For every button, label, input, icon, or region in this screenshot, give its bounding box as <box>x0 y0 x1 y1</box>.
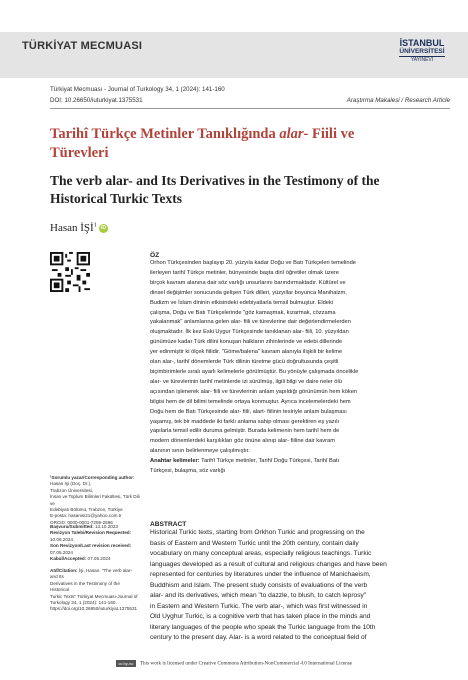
author-text: Hasan İŞİ <box>50 222 94 234</box>
logo-line2: ÜNİVERSİTESİ <box>399 48 445 55</box>
header-divider <box>50 108 450 109</box>
publisher-logo <box>393 38 451 76</box>
paragraph-line: oluşmaktadır. İlk kez Eski Uygur Türkçesinde tanıklanan alar- fiili, 10. yüzyıldan <box>150 329 349 336</box>
paragraph-line: modern dönemlerdeki karşılıkları göz önüne alınıp alar- fiiline dair kavram <box>150 438 335 445</box>
orcid-icon[interactable]: iD <box>101 225 106 231</box>
paragraph-line: represented for centuries by literatures under the influence of Manichaeism, <box>150 571 371 578</box>
citation-line: Türkiyat Mecmuası - Journal of Turkology 34, 1 (2024): 141-160 <box>50 86 225 93</box>
date-value: 07.05.2024 <box>50 549 73 555</box>
oz-body <box>150 259 450 457</box>
keywords-line: Tarihî Türkçe metinler, Tarihî Doğu Türkçesi, Tarihî Batı <box>201 458 340 465</box>
corr-line: İnsan ve Toplum Bilimleri Fakültesi, Türk Dili ve <box>50 494 140 506</box>
date-value: 07.05.2024 <box>87 556 111 562</box>
paragraph-line: Buddhism and Islam. The present study consists of evaluations of the verb <box>150 581 368 589</box>
corr-line: Edebiyatı Bölümü, Trabzon, Türkiye <box>50 507 123 513</box>
paragraph-line: yaşamış, tek bir maddede iki farklı anlama sahip olması gerektiren eş yazılı <box>150 418 340 425</box>
journal-name: TÜRKİYAT MECMUASI <box>22 40 143 52</box>
corr-email[interactable]: E-posta: hasanisi21@yahoo.com.tr <box>50 513 122 519</box>
paragraph-line: Budizm ve İslam dininin etkisindeki edebiyatlarla temsil bulmuştur. Eldeki <box>150 299 334 306</box>
license-text: This work is licensed under Creative Commons Attribution-NonCommercial 4.0 International License <box>139 660 353 667</box>
keywords-line: Türkçesi, bulaşma, söz varlığı <box>150 468 226 475</box>
citation-line: Turkology 34, 1 (2024): 141-160. <box>50 600 117 606</box>
date-value: 10.06.2024 <box>50 536 73 542</box>
article-type: Araştırma Makalesi / Research Article <box>346 97 450 104</box>
citation-block <box>50 568 140 613</box>
date-row <box>50 530 140 536</box>
cc-license-icon[interactable]: cc by-nc <box>116 660 136 667</box>
abstract-heading: ABSTRACT <box>150 521 187 528</box>
keywords <box>150 457 450 467</box>
title-tr-part1: Tarihî Türkçe Metinler Tanıklığında <box>50 126 280 142</box>
abstract-body <box>150 528 450 644</box>
paragraph-line: yer edinmiştir ki ölçek fiilidir. "Göme/balena" kavram alanıyla ilişkili bir kelime <box>150 349 343 356</box>
date-row <box>50 543 140 549</box>
abstract-section <box>150 521 450 644</box>
citation-doi-link[interactable]: https://doi.org/10.26650/iuturkiyat.1375531 <box>50 606 138 612</box>
license-footer <box>0 660 468 667</box>
paragraph-line: olan alar-, tarihî dönemlerde Türk dilinin türetme gücü doğrultusunda çeşitli <box>150 359 339 366</box>
title-tr-part3: - Fiili ve Türevleri <box>50 126 355 161</box>
paragraph-line: dinsel değişimler sonucunda gelişen Türk dilleri, yüzyıllar boyunca Manihaizm, <box>150 289 347 296</box>
paragraph-line: yakalanmak" anlamlarına gelen alar- fiili ve türevlerine dair değerlendirmelerden <box>150 319 351 326</box>
corr-orcid[interactable]: ORCID: 0000-0001-7269-2596 <box>50 519 113 525</box>
title-english: The verb alar- and Its Derivatives in the Testimony of the Historical Turkic Texts <box>50 173 380 206</box>
date-label: Kabul/Accepted: <box>50 556 87 562</box>
citation-label: Atıf/Citation: <box>50 568 78 573</box>
paragraph-line: Old Uyghur Turkic, is a cognitive verb that has taken place in the minds and <box>150 613 371 620</box>
citation-line: İşi, Hasan. "The verb alar- and Its <box>50 568 133 580</box>
date-label: Başvuru/Submitted: <box>50 524 94 529</box>
paragraph-line: günümüze kadar Türk dilini konuşan halkların zihinlerinde ve edebi dillerinde <box>150 339 343 346</box>
paragraph-line: açısından işlenerek alar- fiili ve türevlerinin anlam yapıldığı görünümün hem köken <box>150 388 358 395</box>
author-superscript: 1 <box>93 222 97 229</box>
paragraph-line: in Eastern and Western Turkic. The verb alar-, which was first witnessed in <box>150 602 368 610</box>
corr-line: Hasan İşi (Doç. Dr.), <box>50 481 92 487</box>
oz-section <box>150 252 450 477</box>
citation-line: Derivatives in the Testimony of the Historical <box>50 580 120 593</box>
date-value: 13.10.2023 <box>94 524 118 529</box>
submission-dates <box>50 524 140 562</box>
logo-line3: YAYINEVİ <box>399 56 445 64</box>
corr-label: ¹Sorumlu yazar/Corresponding author: <box>50 475 135 480</box>
paragraph-line: Orhon Türkçesinden başlayıp 20. yüzyıla kadar Doğu ve Batı Türkçeleri temelinde <box>150 260 356 266</box>
paragraph-line: yapılarla temsil edilir duruma gelmiştir. Burada kelimenin hem tarihî hem de <box>150 428 340 435</box>
paragraph-line: bilgisi hem de dil bilimi temelinde ortaya konmuştur. Ayrıca incelemelerdeki hem <box>150 398 351 405</box>
title-tr-part2: alar <box>279 126 304 142</box>
paragraph-line: biçimbirimlerle sıralı ayarlı kelimelerle görülmüştür. Bu yönüyle çalışmada öncelikle <box>150 368 359 375</box>
paragraph-line: basis of Eastern and Western Turkic until the 20th century, contain daily <box>150 539 359 547</box>
keywords-label: Anahtar kelimeler: <box>150 458 200 465</box>
citation-line: Turkic Texts" Türkiyat Mecmuası-Journal of <box>50 593 138 599</box>
doi-link[interactable]: DOI: 10.26650/iuturkiyat.1375531 <box>50 97 143 104</box>
paragraph-line: birçok kavram alanına dair söz varlığı unsurlarını barındırmaktadır. Kültürel ve <box>150 279 346 286</box>
qr-code[interactable] <box>50 252 90 292</box>
paragraph-line: Historical Turkic texts, starting from Orkhon Turkic and progressing on the <box>150 529 365 536</box>
date-label: Revizyon Talebi/Revision Requested: <box>50 530 132 536</box>
logo-line1: İSTANBUL <box>399 38 445 48</box>
oz-heading: ÖZ <box>150 252 160 259</box>
paragraph-line: literary languages of the people who speak the Turkic language from the 10th <box>150 623 376 631</box>
paragraph-line: alar- and its derivatives, which mean "to dazzle, to blush, to catch leprosy" <box>150 592 367 599</box>
title-turkish <box>50 125 410 163</box>
paragraph-line: century to the present day. Alar- is a word related to the conceptual field of <box>150 634 367 641</box>
author-name <box>50 222 97 234</box>
date-row <box>50 556 140 562</box>
paragraph-line: Doğu hem de Batı Türkçesinde alar- fiili, alart- fiilinin tesiriyle anlam bulaşması <box>150 408 347 415</box>
paragraph-line: vocabulary on many conceptual areas, especially religious teachings. Turkic <box>150 550 372 557</box>
corresponding-author <box>50 475 140 526</box>
paragraph-line: ilerleyen tarihî Türkçe metinler, bünyesinde başta dinî öğretiler olmak üzere <box>150 269 339 276</box>
paragraph-line: languages developed as a result of cultural and religious changes and have been <box>150 560 387 568</box>
paragraph-line: çalışma, Doğu ve Batı Türkçelerinde "göz kamaşmak, kızarmak, cözzama <box>150 309 336 316</box>
paragraph-line: alanının sınırı belirlenmeye çalışılmıştır. <box>150 448 250 455</box>
corr-line: Trabzon Üniversitesi, <box>50 487 93 493</box>
paragraph-line: alar- ve türevlerinin tarihî metinlerde izi sürülmüş, ilgili bilgi ve daire neler ölü <box>150 378 342 385</box>
date-label: Son Revizyon/Last revision received: <box>50 543 132 549</box>
